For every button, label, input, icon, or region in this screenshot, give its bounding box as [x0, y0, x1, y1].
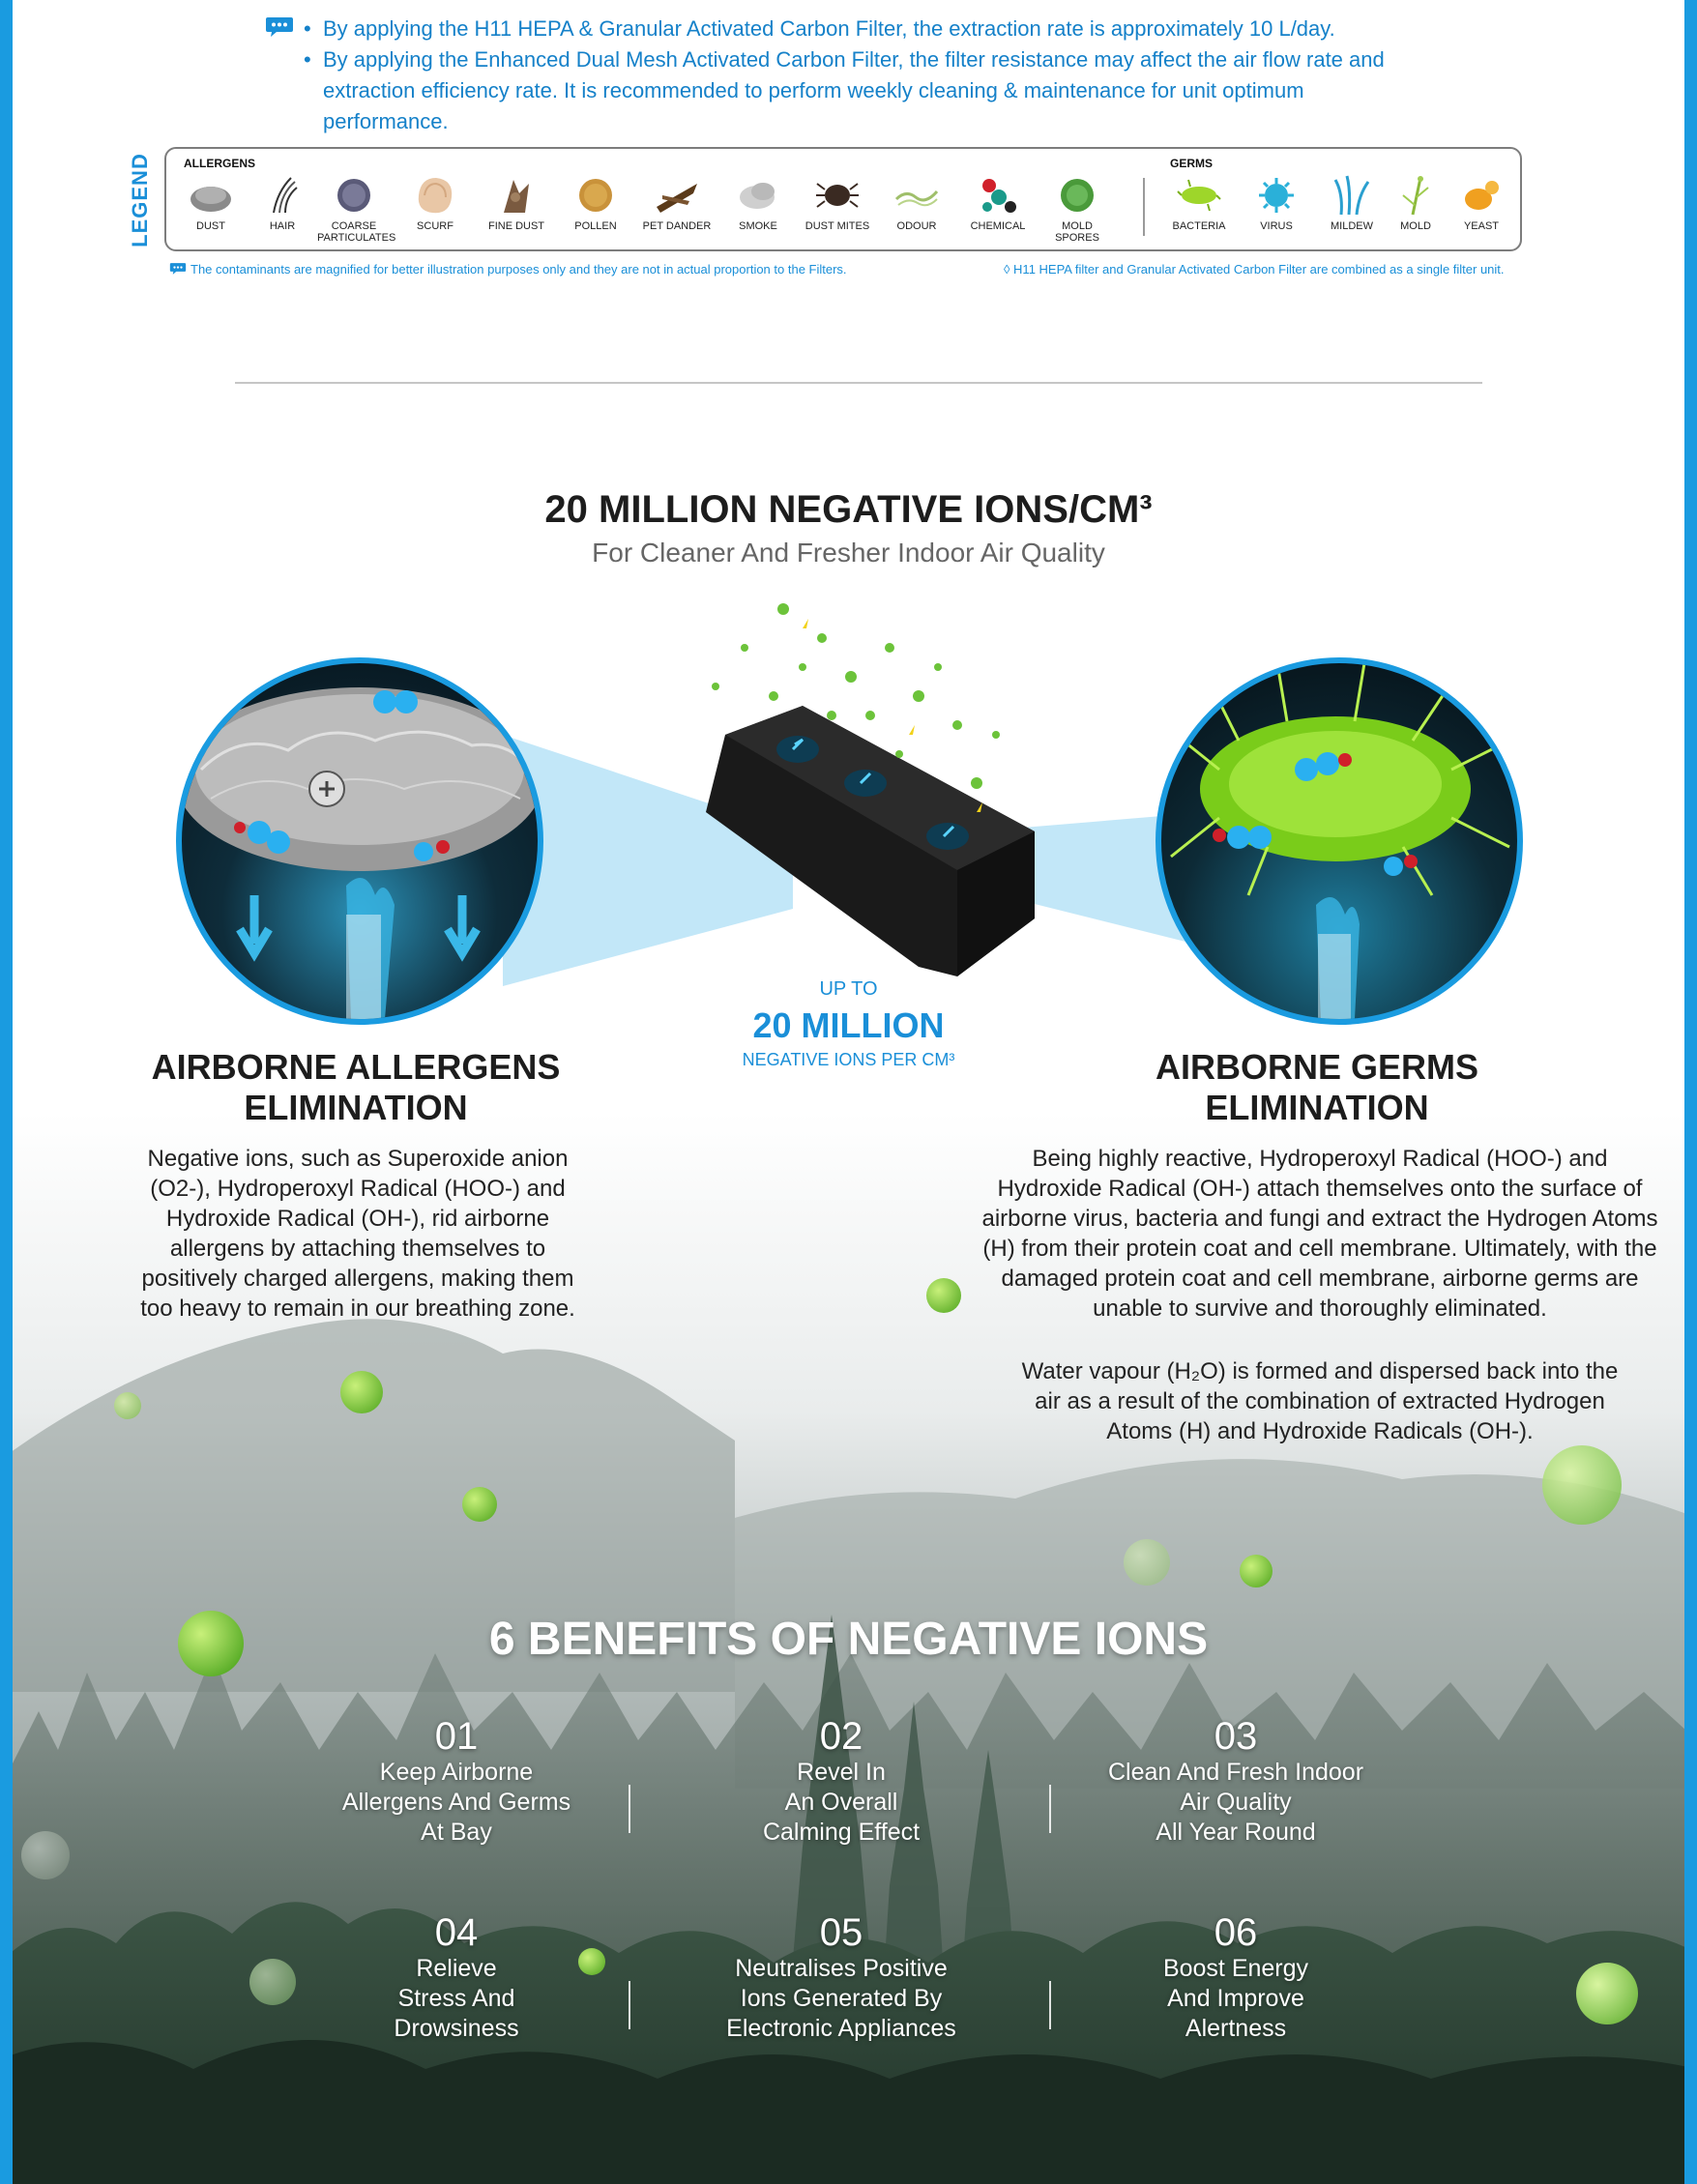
- dust-icon: [189, 174, 233, 217]
- right-border-bar: [1684, 0, 1697, 2184]
- negative-ion-sphere: [926, 1278, 961, 1313]
- benefit-text: Revel In An Overall Calming Effect: [762, 1759, 921, 1846]
- footnote-left-text: The contaminants are magnified for better illustration purposes only and they are not in actual proportion to the Filters.: [190, 262, 847, 277]
- benefit-item: [687, 1911, 996, 2044]
- legend-label: DUST MITES: [805, 220, 870, 232]
- negative-ion-sphere: [462, 1487, 497, 1522]
- legend-label: MILDEW: [1331, 220, 1373, 232]
- benefit-text: Relieve Stress And Drowsiness: [394, 1955, 519, 2042]
- note-line-1: By applying the H11 HEPA & Granular Activated Carbon Filter, the extraction rate is approximately 10 L/day.: [323, 16, 1335, 41]
- allergens-illustration: [176, 657, 543, 1025]
- benefit-separator: [629, 1785, 630, 1833]
- benefit-item: [302, 1911, 611, 2044]
- legend-item-hair: [246, 174, 319, 232]
- legend-item-fine-dust: [480, 174, 553, 232]
- legend-item-mold-spores: [1040, 174, 1114, 244]
- germs-heading: GERMS: [1170, 157, 1214, 170]
- note-row-2: [267, 44, 1427, 75]
- chat-bubble-icon: [169, 262, 187, 276]
- water-vapour-description: Water vapour (H₂O) is formed and dispersed back into the air as a result of the combination of extracted Hydrogen Atoms (H) and Hydroxide Radicals (OH-).: [1021, 1358, 1619, 1444]
- benefit-separator: [1049, 1785, 1051, 1833]
- bacteria-icon: [1177, 174, 1221, 217]
- germs-title-line-1: AIRBORNE GERMS: [1155, 1047, 1479, 1087]
- left-border-bar: [0, 0, 13, 2184]
- legend-label: FINE DUST: [487, 220, 545, 232]
- negative-ion-sphere: [1240, 1555, 1273, 1587]
- legend-item-dust-mites: [801, 174, 874, 232]
- benefit-item: [687, 1715, 996, 1848]
- allergens-elimination-title: [114, 1047, 598, 1128]
- legend-item-mildew: [1315, 174, 1389, 232]
- germs-illustration: [1156, 657, 1523, 1025]
- fine-dust-icon: [494, 174, 539, 217]
- yeast-icon: [1459, 174, 1504, 217]
- legend-item-smoke: [721, 174, 795, 232]
- allergens-description: Negative ions, such as Superoxide anion (O2-), Hydroperoxyl Radical (HOO-) and Hydroxide Radical (OH-), rid airborne allergens by attaching themselves to positively charged allergens, making them too heavy to remain in our breathing zone.: [140, 1146, 575, 1322]
- allergens-title-line-2: ELIMINATION: [244, 1088, 468, 1127]
- germs-scene: [1161, 663, 1517, 1019]
- benefit-number: 02: [819, 1715, 863, 1758]
- negative-ion-sphere: [114, 1392, 141, 1419]
- mold-icon: [1393, 174, 1438, 217]
- legend-tag: [124, 153, 157, 248]
- legend-item-yeast: [1445, 174, 1518, 232]
- benefit-number: 03: [1214, 1715, 1258, 1758]
- legend-label: SCURF: [417, 220, 454, 232]
- legend-divider: [1143, 178, 1145, 236]
- legend-item-scurf: [398, 174, 472, 232]
- notes-block: [267, 14, 1427, 137]
- ionizer-device-illustration: [629, 590, 1064, 996]
- benefit-text: Clean And Fresh Indoor Air Quality All Year Round: [1107, 1759, 1364, 1846]
- legend-footnote-right: ◊ H11 HEPA filter and Granular Activated Carbon Filter are combined as a single filter unit.: [1004, 262, 1505, 277]
- legend-item-dust: [174, 174, 248, 232]
- section-divider: [235, 382, 1482, 384]
- legend-label: POLLEN: [574, 220, 617, 232]
- legend-item-coarse-particulates: [317, 174, 396, 244]
- negative-ion-sphere: [21, 1831, 70, 1879]
- legend-label: SMOKE: [739, 220, 777, 232]
- benefit-number: 06: [1214, 1911, 1258, 1954]
- negative-ion-sphere: [340, 1371, 383, 1413]
- chemical-icon: [976, 174, 1020, 217]
- legend-tag-label: LEGEND: [128, 153, 152, 248]
- negative-ion-sphere: [1124, 1539, 1170, 1586]
- legend-label: BACTERIA: [1172, 220, 1226, 232]
- benefits-title: 6 BENEFITS OF NEGATIVE IONS: [488, 1614, 1209, 1665]
- legend-footnote-left: [169, 262, 847, 277]
- legend-item-mold: [1379, 174, 1452, 232]
- bullet: •: [304, 16, 311, 41]
- legend-item-odour: [880, 174, 953, 232]
- legend-label: VIRUS: [1260, 220, 1293, 232]
- germs-elimination-title: [1075, 1047, 1559, 1128]
- hair-icon: [260, 174, 305, 217]
- germs-title-line-2: ELIMINATION: [1205, 1088, 1429, 1127]
- note-row-1: [267, 14, 1427, 44]
- legend-label: CHEMICAL: [970, 220, 1026, 232]
- benefit-item: [302, 1715, 611, 1848]
- ions-title: 20 MILLION NEGATIVE IONS/CM³: [544, 488, 1153, 531]
- legend-item-pollen: [559, 174, 632, 232]
- legend-label: MOLD: [1400, 220, 1431, 232]
- smoke-icon: [736, 174, 780, 217]
- legend-label: YEAST: [1463, 220, 1500, 232]
- legend-label: ODOUR: [896, 220, 937, 232]
- allergens-heading: ALLERGENS: [184, 157, 256, 170]
- negative-ion-sphere: [1542, 1445, 1622, 1525]
- up-to-label: UP TO: [819, 978, 878, 1000]
- legend-label: COARSE PARTICULATES: [317, 220, 396, 244]
- legend-label: PET DANDER: [642, 220, 712, 232]
- legend-item-chemical: [961, 174, 1035, 232]
- legend-label: MOLD SPORES: [1055, 220, 1099, 244]
- allergens-scene: [182, 663, 538, 1019]
- note-line-3: extraction efficiency rate. It is recommended to perform weekly cleaning & maintenance for unit optimum performance.: [323, 78, 1304, 133]
- legend-item-pet-dander: [640, 174, 714, 232]
- negative-ion-sphere: [249, 1959, 296, 2005]
- odour-icon: [894, 174, 939, 217]
- allergens-title-line-1: AIRBORNE ALLERGENS: [151, 1047, 561, 1087]
- legend-label: HAIR: [269, 220, 296, 232]
- unit-label: NEGATIVE IONS PER CM³: [742, 1050, 955, 1069]
- pollen-icon: [573, 174, 618, 217]
- dust-mites-icon: [815, 174, 860, 217]
- mold-spores-icon: [1055, 174, 1099, 217]
- note-row-3: [267, 75, 1427, 137]
- benefit-separator: [1049, 1981, 1051, 2029]
- amount-label: 20 MILLION: [752, 1005, 945, 1045]
- benefit-text: Neutralises Positive Ions Generated By Electronic Appliances: [726, 1955, 956, 2042]
- legend-box: [164, 147, 1522, 251]
- mildew-icon: [1330, 174, 1374, 217]
- benefit-item: [1081, 1911, 1390, 2044]
- pet-dander-icon: [655, 174, 699, 217]
- bullet: •: [304, 47, 311, 72]
- benefit-number: 01: [434, 1715, 479, 1758]
- benefit-separator: [629, 1981, 630, 2029]
- legend-item-bacteria: [1162, 174, 1236, 232]
- ions-subtitle: For Cleaner And Fresher Indoor Air Quality: [592, 538, 1105, 568]
- benefit-text: Keep Airborne Allergens And Germs At Bay: [341, 1759, 571, 1846]
- scurf-icon: [413, 174, 457, 217]
- legend-label: DUST: [196, 220, 225, 232]
- benefit-text: Boost Energy And Improve Alertness: [1162, 1955, 1309, 2042]
- germs-description: Being highly reactive, Hydroperoxyl Radical (HOO-) and Hydroxide Radical (OH-) attach themselves onto the surface of airborne virus, bacteria and fungi and extract the Hydrogen Atoms (H) from their protein coat and cell membrane. Ultimately, with the damaged protein coat and cell membrane, airborne germs are unable to survive and thoroughly eliminated.: [981, 1146, 1658, 1322]
- benefit-number: 04: [434, 1911, 479, 1954]
- legend-item-virus: [1240, 174, 1313, 232]
- virus-icon: [1254, 174, 1299, 217]
- negative-ion-sphere: [1576, 1963, 1638, 2024]
- benefit-number: 05: [819, 1911, 863, 1954]
- benefit-item: [1081, 1715, 1390, 1848]
- coarse-particulates-icon: [332, 174, 376, 217]
- note-line-2: By applying the Enhanced Dual Mesh Activated Carbon Filter, the filter resistance may affect the air flow rate and: [323, 47, 1385, 72]
